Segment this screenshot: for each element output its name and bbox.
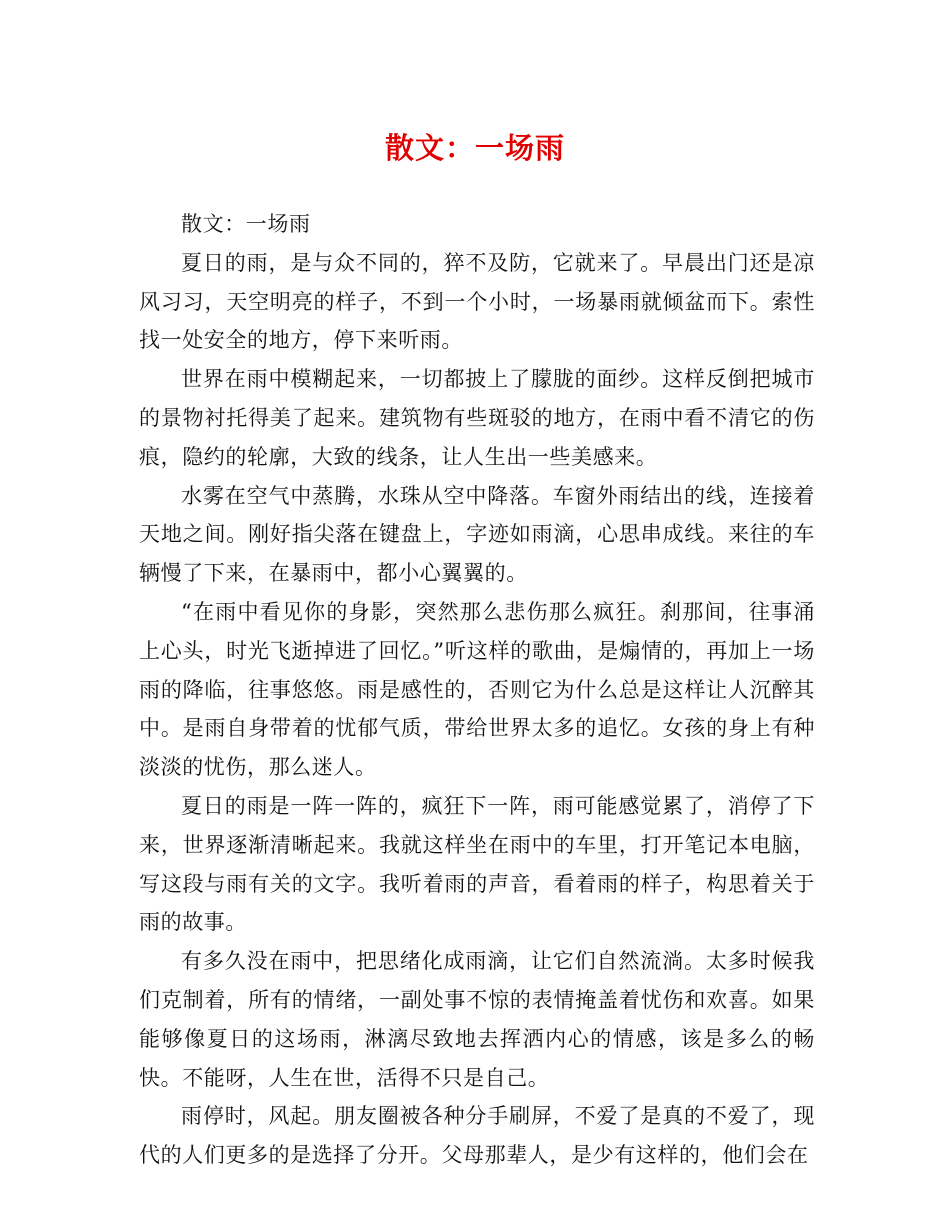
paragraph-5: 夏日的雨是一阵一阵的，疯狂下一阵，雨可能感觉累了，消停了下来，世界逐渐清晰起来。我就这样坐在雨中的车里，打开笔记本电脑，写这段与雨有关的文字。我听着雨的声音，看着雨的样子，构思着关于雨的故事。 (139, 793, 815, 935)
document-body (139, 205, 815, 1175)
document-title: 散文：一场雨 (384, 131, 565, 165)
paragraph-3: 水雾在空气中蒸腾，水珠从空中降落。车窗外雨结出的线，连接着天地之间。刚好指尖落在键盘上，字迹如雨滴，心思串成线。来往的车辆慢了下来，在暴雨中，都小心翼翼的。 (139, 483, 815, 586)
paragraph-7: 雨停时，风起。朋友圈被各种分手刷屏，不爱了是真的不爱了，现代的人们更多的是选择了分开。父母那辈人，是少有这样的，他们会在 (139, 1104, 815, 1168)
paragraph-2: 世界在雨中模糊起来，一切都披上了朦胧的面纱。这样反倒把城市的景物衬托得美了起来。建筑物有些斑驳的地方，在雨中看不清它的伤痕，隐约的轮廓，大致的线条，让人生出一些美感来。 (139, 367, 815, 469)
paragraph-6: 有多久没在雨中，把思绪化成雨滴，让它们自然流淌。太多时候我们克制着，所有的情绪，一副处事不惊的表情掩盖着忧伤和欢喜。如果能够像夏日的这场雨，淋漓尽致地去挥洒内心的情感，该是多么的畅快。不能呀，人生在世，活得不只是自己。 (139, 949, 815, 1090)
paragraph-4: “在雨中看见你的身影，突然那么悲伤那么疯狂。刹那间，往事涌上心头，时光飞逝掉进了回忆。”听这样的歌曲，是煽情的，再加上一场雨的降临，往事悠悠。雨是感性的，否则它为什么总是这样让人沉醉其中。是雨自身带着的忧郁气质，带给世界太多的追忆。女孩的身上有种淡淡的忧伤，那么迷人。 (139, 599, 815, 780)
paragraph-1: 夏日的雨，是与众不同的，猝不及防，它就来了。早晨出门还是凉风习习，天空明亮的样子，不到一个小时，一场暴雨就倾盆而下。索性找一处安全的地方，停下来听雨。 (139, 250, 815, 353)
paragraph-heading: 散文：一场雨 (181, 212, 311, 236)
